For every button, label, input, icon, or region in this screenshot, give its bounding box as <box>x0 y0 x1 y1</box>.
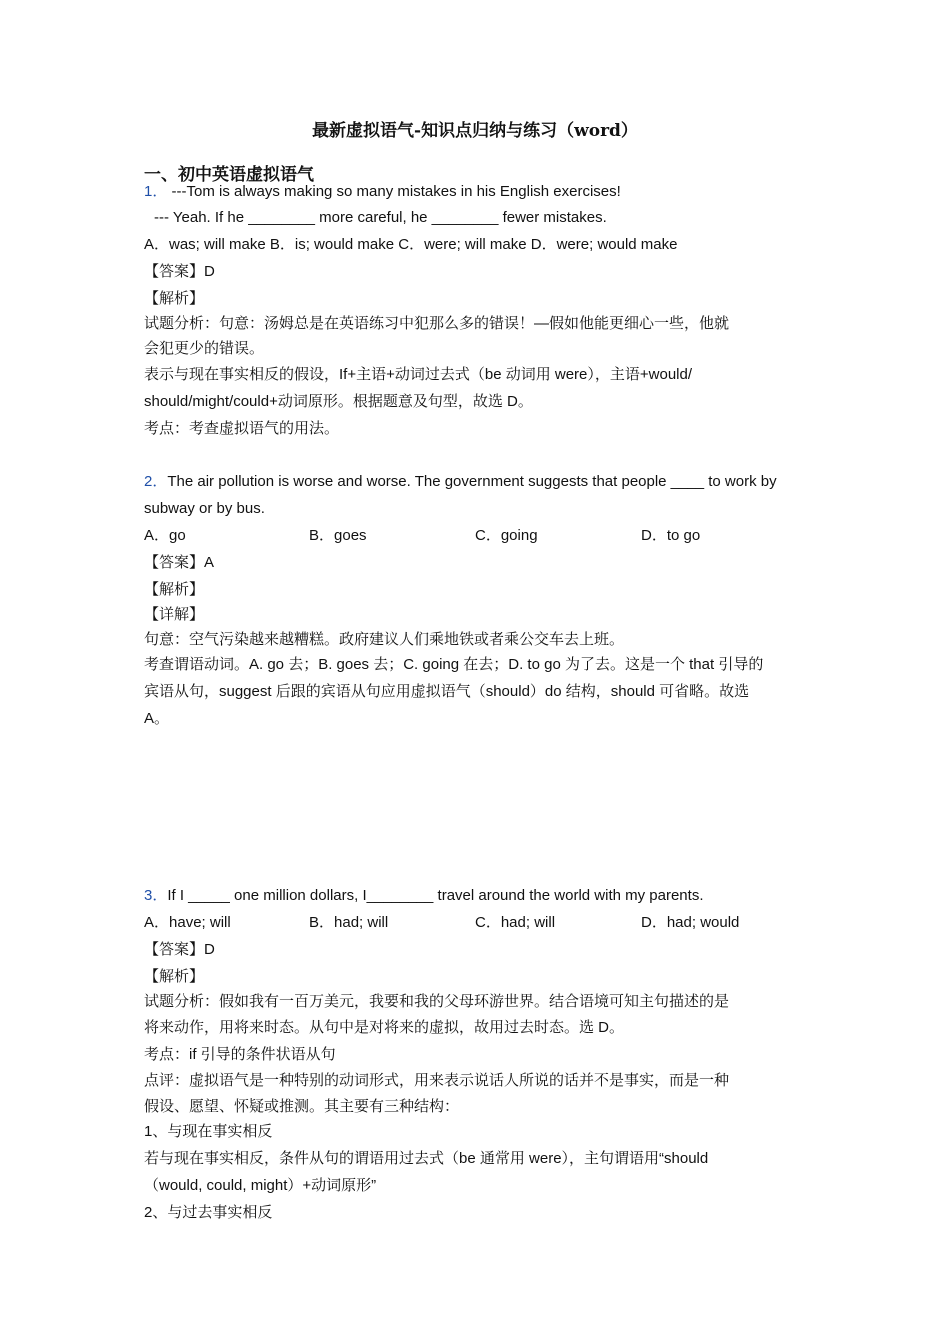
q3-analysis-line6: 1、与现在事实相反 <box>144 1123 273 1140</box>
q1-answer: 【答案】D <box>144 263 215 280</box>
q2-number: 2． <box>144 473 168 490</box>
q2-stem-line1 <box>144 472 777 492</box>
q2-detail-line4: A。 <box>144 710 170 727</box>
q1-analysis-line3: 表示与现在事实相反的假设，If+主语+动词过去式（be 动词用 were），主语+would/ <box>144 366 693 383</box>
q2-option-d: D．to go <box>641 527 701 544</box>
q3-analysis-line5: 假设、愿望、怀疑或推测。其主要有三种结构： <box>144 1098 460 1115</box>
q2-option-c: C．going <box>475 527 538 544</box>
q2-detail-line1: 句意：空气污染越来越糟糕。政府建议人们乘地铁或者乘公交车去上班。 <box>144 631 625 648</box>
q3-answer: 【答案】D <box>144 941 215 958</box>
q1-options: A．was; will make B．is; would make C．were; will make D．were; would make <box>144 236 678 253</box>
q1-stem-text1: ---Tom is always making so many mistakes in his English exercises! <box>167 183 621 200</box>
q3-analysis-line8: （would, could, might）+动词原形” <box>144 1177 377 1194</box>
q1-stem-line1 <box>144 182 621 202</box>
q3-option-b: B．had; will <box>309 914 389 931</box>
q1-stem-line2: --- Yeah. If he ________ more careful, he ________ fewer mistakes. <box>154 209 607 226</box>
q1-analysis-line4: should/might/could+动词原形。根据题意及句型，故选 D。 <box>144 393 533 410</box>
q1-analysis-line2: 会犯更少的错误。 <box>144 340 265 357</box>
q3-option-a: A．have; will <box>144 914 231 931</box>
q3-analysis-line9: 2、与过去事实相反 <box>144 1204 273 1221</box>
section-heading: 一、初中英语虚拟语气 <box>144 165 314 185</box>
q3-analysis-line2: 将来动作，用将来时态。从句中是对将来的虚拟，故用过去时态。选 D。 <box>144 1019 625 1036</box>
document-title: 最新虚拟语气-知识点归纳与练习（word） <box>312 121 638 141</box>
q3-stem-line1 <box>144 886 703 906</box>
q2-stem-text1: The air pollution is worse and worse. The government suggests that people ____ to work by <box>167 473 777 490</box>
q3-analysis-label: 【解析】 <box>144 968 205 985</box>
q2-stem-line2: subway or by bus. <box>144 500 265 517</box>
q3-number: 3． <box>144 887 168 904</box>
q3-analysis-line3: 考点：if 引导的条件状语从句 <box>144 1046 336 1063</box>
q2-option-a: A．go <box>144 527 186 544</box>
q1-number: 1． <box>144 183 168 200</box>
q2-option-b: B．goes <box>309 527 367 544</box>
q3-analysis-line1: 试题分析：假如我有一百万美元，我要和我的父母环游世界。结合语境可知主句描述的是 <box>144 993 730 1010</box>
q1-analysis-line5: 考点：考查虚拟语气的用法。 <box>144 420 340 437</box>
q3-stem-text1: If I _____ one million dollars, I________ travel around the world with my parents. <box>167 887 704 904</box>
q2-detail-label: 【详解】 <box>144 606 205 623</box>
q3-analysis-line7: 若与现在事实相反，条件从句的谓语用过去式（be 通常用 were），主句谓语用“should <box>144 1150 709 1167</box>
q2-detail-line3: 宾语从句，suggest 后跟的宾语从句应用虚拟语气（should）do 结构，should 可省略。故选 <box>144 683 750 700</box>
q3-option-c: C．had; will <box>475 914 556 931</box>
q3-option-d: D．had; would <box>641 914 740 931</box>
q2-answer: 【答案】A <box>144 554 215 571</box>
q1-analysis-label: 【解析】 <box>144 290 205 307</box>
q2-analysis-label: 【解析】 <box>144 581 205 598</box>
q3-analysis-line4: 点评：虚拟语气是一种特别的动词形式，用来表示说话人所说的话并不是事实，而是一种 <box>144 1072 730 1089</box>
q2-detail-line2: 考查谓语动词。A. go 去；B. goes 去；C. going 在去；D. to go 为了去。这是一个 that 引导的 <box>144 656 764 673</box>
q1-analysis-line1: 试题分析：句意：汤姆总是在英语练习中犯那么多的错误！—假如他能更细心一些，他就 <box>144 315 730 332</box>
